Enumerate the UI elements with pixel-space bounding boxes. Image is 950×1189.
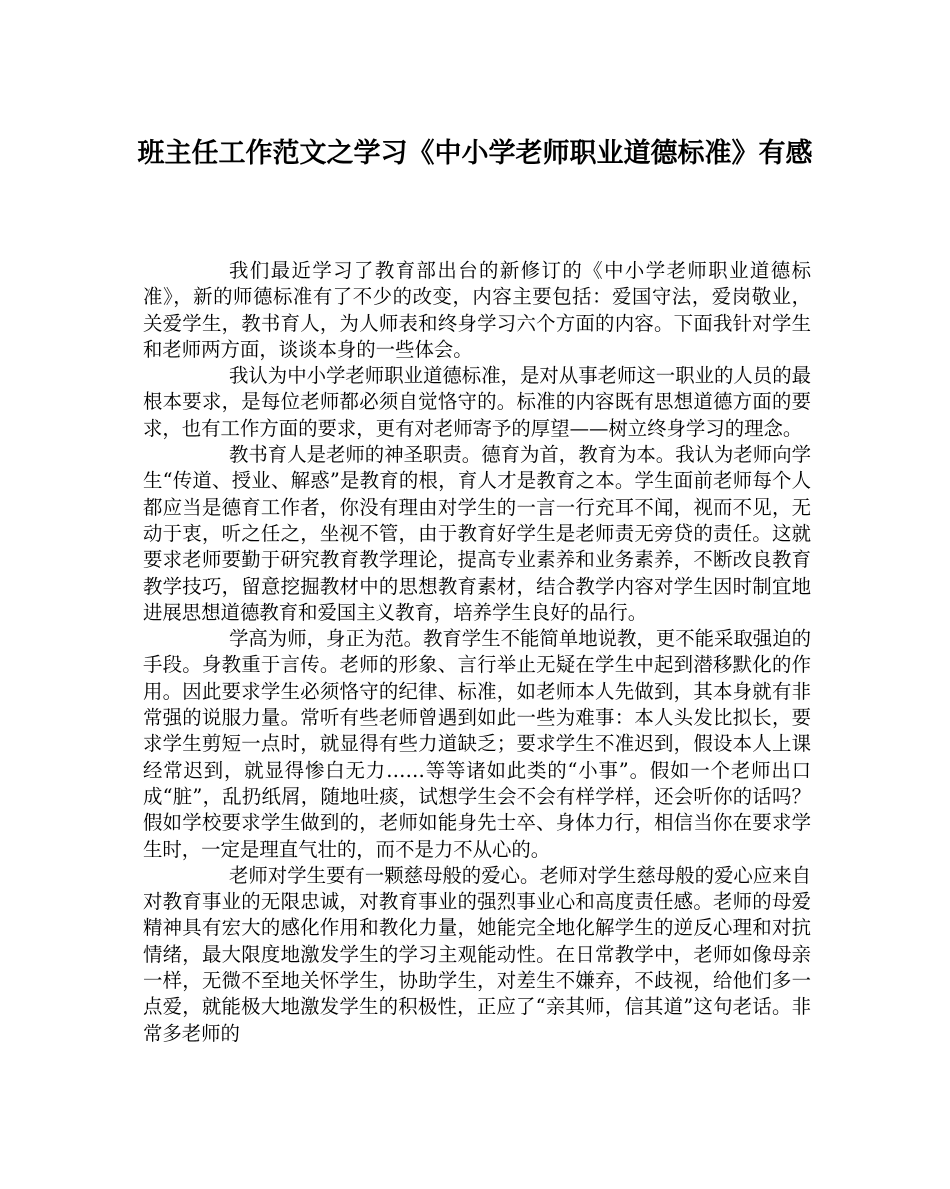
paragraph: 我认为中小学老师职业道德标准，是对从事老师这一职业的人员的最根本要求，是每位老师都必须自觉恪守的。标准的内容既有思想道德方面的要求，也有工作方面的要求，更有对老师寄予的厚望——树立终身学习的理念。 bbox=[143, 364, 811, 440]
paragraph: 老师对学生要有一颗慈母般的爱心。老师对学生慈母般的爱心应来自对教育事业的无限忠诚，对教育事业的强烈事业心和高度责任感。老师的母爱精神具有宏大的感化作用和教化力量，她能完全地化解学生的逆反心理和对抗情绪，最大限度地激发学生的学习主观能动性。在日常教学中，老师如像母亲一样，无微不至地关怀学生，协助学生，对差生不嫌弃，不歧视，给他们多一点爱，就能极大地激发学生的积极性，正应了“亲其师，信其道”这句老话。非常多老师的 bbox=[143, 863, 811, 1045]
paragraph: 我们最近学习了教育部出台的新修订的《中小学老师职业道德标准》，新的师德标准有了不少的改变，内容主要包括：爱国守法，爱岗敬业，关爱学生，教书育人，为人师表和终身学习六个方面的内容。下面我针对学生和老师两方面，谈谈本身的一些体会。 bbox=[143, 259, 811, 361]
paragraph: 学高为师，身正为范。教育学生不能简单地说教，更不能采取强迫的手段。身教重于言传。老师的形象、言行举止无疑在学生中起到潜移默化的作用。因此要求学生必须恪守的纪律、标准，如老师本人先做到，其本身就有非常强的说服力量。常听有些老师曾遇到如此一些为难事：本人头发比拟长，要求学生剪短一点时，就显得有些力道缺乏；要求学生不准迟到，假设本人上课经常迟到，就显得惨白无力……等等诸如此类的“小事”。假如一个老师出口成“脏”，乱扔纸屑，随地吐痰，试想学生会不会有样学样，还会听你的话吗？假如学校要求学生做到的，老师如能身先士卒、身体力行，相信当你在要求学生时，一定是理直气壮的，而不是力不从心的。 bbox=[143, 627, 811, 861]
document-title: 班主任工作范文之学习《中小学老师职业道德标准》有感 bbox=[137, 138, 813, 169]
paragraph: 教书育人是老师的神圣职责。德育为首，教育为本。我认为老师向学生“传道、授业、解惑”是教育的根，育人才是教育之本。学生面前老师每个人都应当是德育工作者，你没有理由对学生的一言一行充耳不闻，视而不见，无动于衷，听之任之，坐视不管，由于教育好学生是老师责无旁贷的责任。这就要求老师要勤于研究教育教学理论，提高专业素养和业务素养，不断改良教育教学技巧，留意挖掘教材中的思想教育素材，结合教学内容对学生因时制宜地进展思想道德教育和爱国主义教育，培养学生良好的品行。 bbox=[143, 443, 811, 624]
document-body bbox=[143, 258, 811, 1047]
